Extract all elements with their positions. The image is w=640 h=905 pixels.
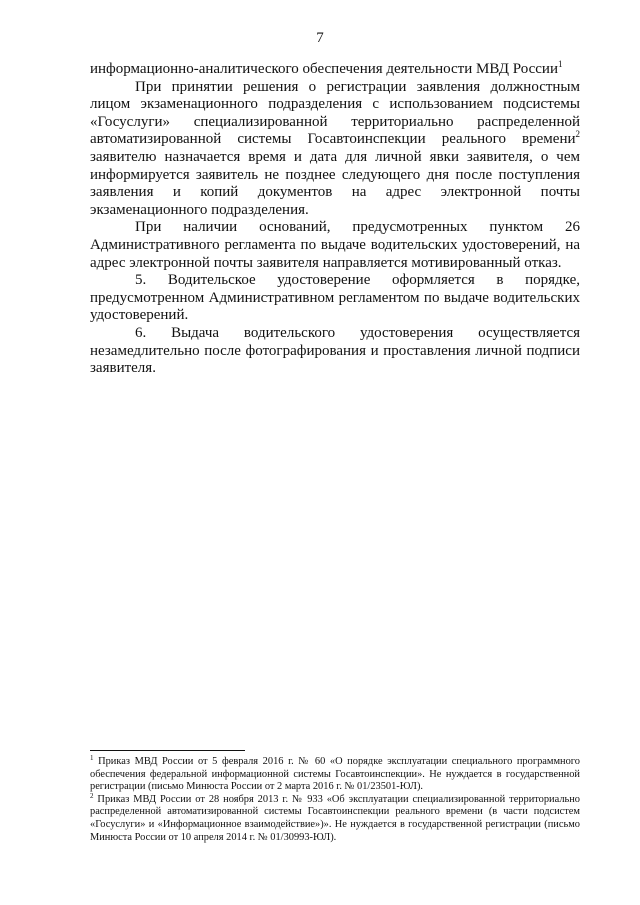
body-text: [90, 61, 580, 378]
paragraph-registration-decision: [90, 79, 580, 220]
paragraph-item-5: 5. Водительское удостоверение оформляется в порядке, предусмотренном Административном регламентом по выдаче водительских удостоверений.: [90, 272, 580, 324]
paragraph-item-6: 6. Выдача водительского удостоверения осуществляется незамедлительно после фотографирования и проставления личной подписи заявителя.: [90, 324, 580, 377]
paragraph-text: информационно-аналитического обеспечения деятельности МВД России: [90, 61, 558, 77]
paragraph-text: заявителю назначается время и дата для личной явки заявителя, о чем информируется заявитель не позднее следующего дня после поступления заявления и копий документов на адрес электронной почты экзаменационного подразделения.: [90, 148, 580, 218]
paragraph-continuation: [90, 61, 580, 79]
footnote-divider: [90, 750, 245, 751]
footnote-text: Приказ МВД России от 5 февраля 2016 г. № 60 «О порядке эксплуатации специального программного обеспечения федеральной информационной системы Госавтоинспекции». Не нуждается в государственной регистрации (письмо Минюста России от 2 марта 2016 г. № 01/23501-ЮЛ).: [90, 756, 580, 793]
footnote-text: Приказ МВД России от 28 ноября 2013 г. № 933 «Об эксплуатации специализированной территориально распределенной автоматизированной системы Госавтоинспекции реального времени (в части подсистем «Госуслуги» и «Информационное взаимодействие»)». Не нуждается в государственной регистрации (письмо Минюста России от 10 апреля 2014 г. № 01/30993-ЮЛ).: [90, 793, 580, 843]
footnote-mark: 1: [90, 754, 94, 762]
footnote-mark: 2: [90, 791, 94, 800]
page-number: 7: [316, 30, 324, 46]
footnote-2: [90, 791, 580, 844]
footnote-ref-1: 1: [557, 59, 563, 69]
footnotes: [90, 756, 580, 844]
footnote-ref-2: 2: [575, 129, 580, 140]
footnote-1: [90, 756, 580, 794]
paragraph-refusal: При наличии оснований, предусмотренных пунктом 26 Административного регламента по выдаче водительских удостоверений, на адрес электронной почты заявителя направляется мотивированный отказ.: [90, 219, 580, 271]
paragraph-text: При принятии решения о регистрации заявления должностным лицом экзаменационного подразделения с использованием подсистемы «Госуслуги» специализированной территориально распределенной автоматизированной системы Госавтоинспекции реального времени: [90, 78, 580, 148]
